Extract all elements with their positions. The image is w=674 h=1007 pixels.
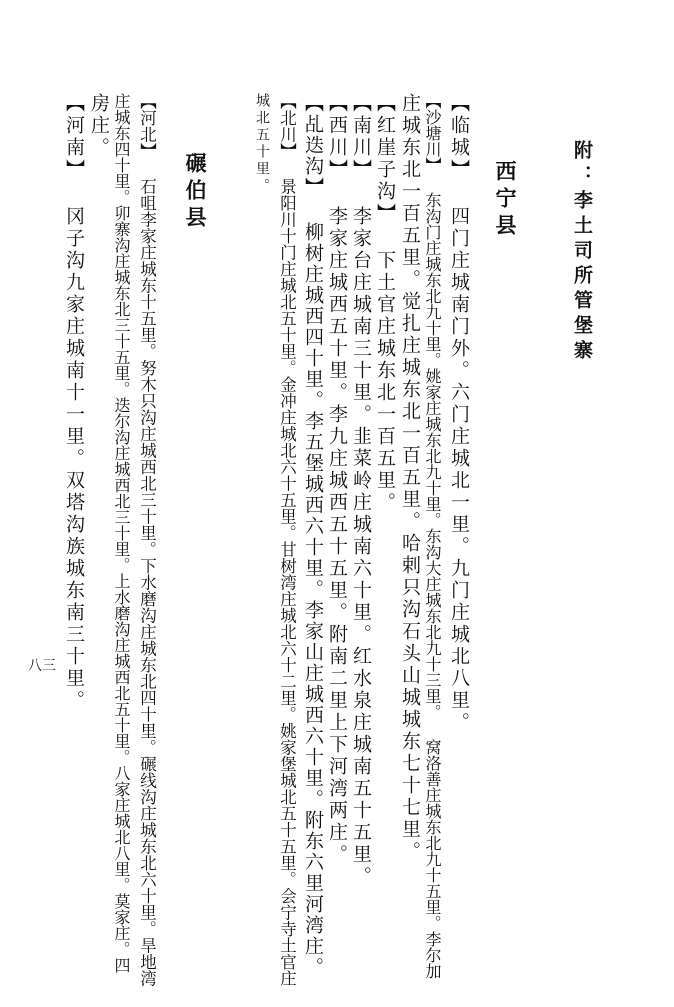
text-column: 城北五十里。 (254, 93, 270, 195)
text-column: 【河南】 冈子沟九家庄城南十一里。双塔沟族城东南三十里。 (63, 93, 85, 712)
county-heading-nianbo: 碾伯县 (183, 152, 208, 233)
text-column: 【红崖子沟】 下土官庄城东北一百五里。 (374, 93, 396, 514)
text-column: 【临城】 四门庄城南门外。六门庄城北一里。九门庄城北八里。 (448, 93, 470, 734)
page-title: 附：李土司所管堡寨 (571, 140, 593, 365)
text-column: 【北川】 景阳川十门庄城北五十里。金冲庄城北六十五里。甘树湾庄城北六十二里。姚家堡城北五十五里。会宁寺土官庄 (277, 93, 297, 987)
text-column: 庄城东四十里。卯寨沟庄城东北三十五里。迭尔沟庄城西北三十里。上水磨沟庄城西北五十里。八家庄城北八里。莫家庄。四 (112, 93, 131, 973)
text-column: 【南川】 李家台庄城南三十里。韭菜岭庄城南六十里。红水泉庄城南五十五里。 (350, 93, 372, 888)
text-column: 【西川】 李家庄城西五十里。李九庄城西五十五里。附南二里上下河湾两庄。 (326, 93, 348, 866)
county-heading-xining: 西宁县 (493, 160, 518, 241)
page-number: 八三 (28, 658, 56, 674)
text-column: 【乩迭沟】 柳树庄城西四十里。李五堡城西六十里。李家山庄城西六十里。附东六里河湾庄。 (302, 93, 324, 978)
text-column: 【河北】 石咀李家庄城东十五里。努木只沟庄城西北三十里。下水磨沟庄城东北四十里。碾线沟庄城东北六十里。旱地湾 (137, 93, 157, 987)
text-column: 【沙塘川】 东沟门庄城东北九十里。姚家庄城东北九十里。东沟大庄城东北九十三里。 窝洛善庄城东北九十五里。李尔加 (423, 93, 442, 979)
text-column: 房庄。 (88, 93, 110, 159)
text-column: 庄城东北一百五里。觉扎庄城东北一百五里。哈剌只沟石头山城城东七十七里。 (399, 93, 421, 863)
